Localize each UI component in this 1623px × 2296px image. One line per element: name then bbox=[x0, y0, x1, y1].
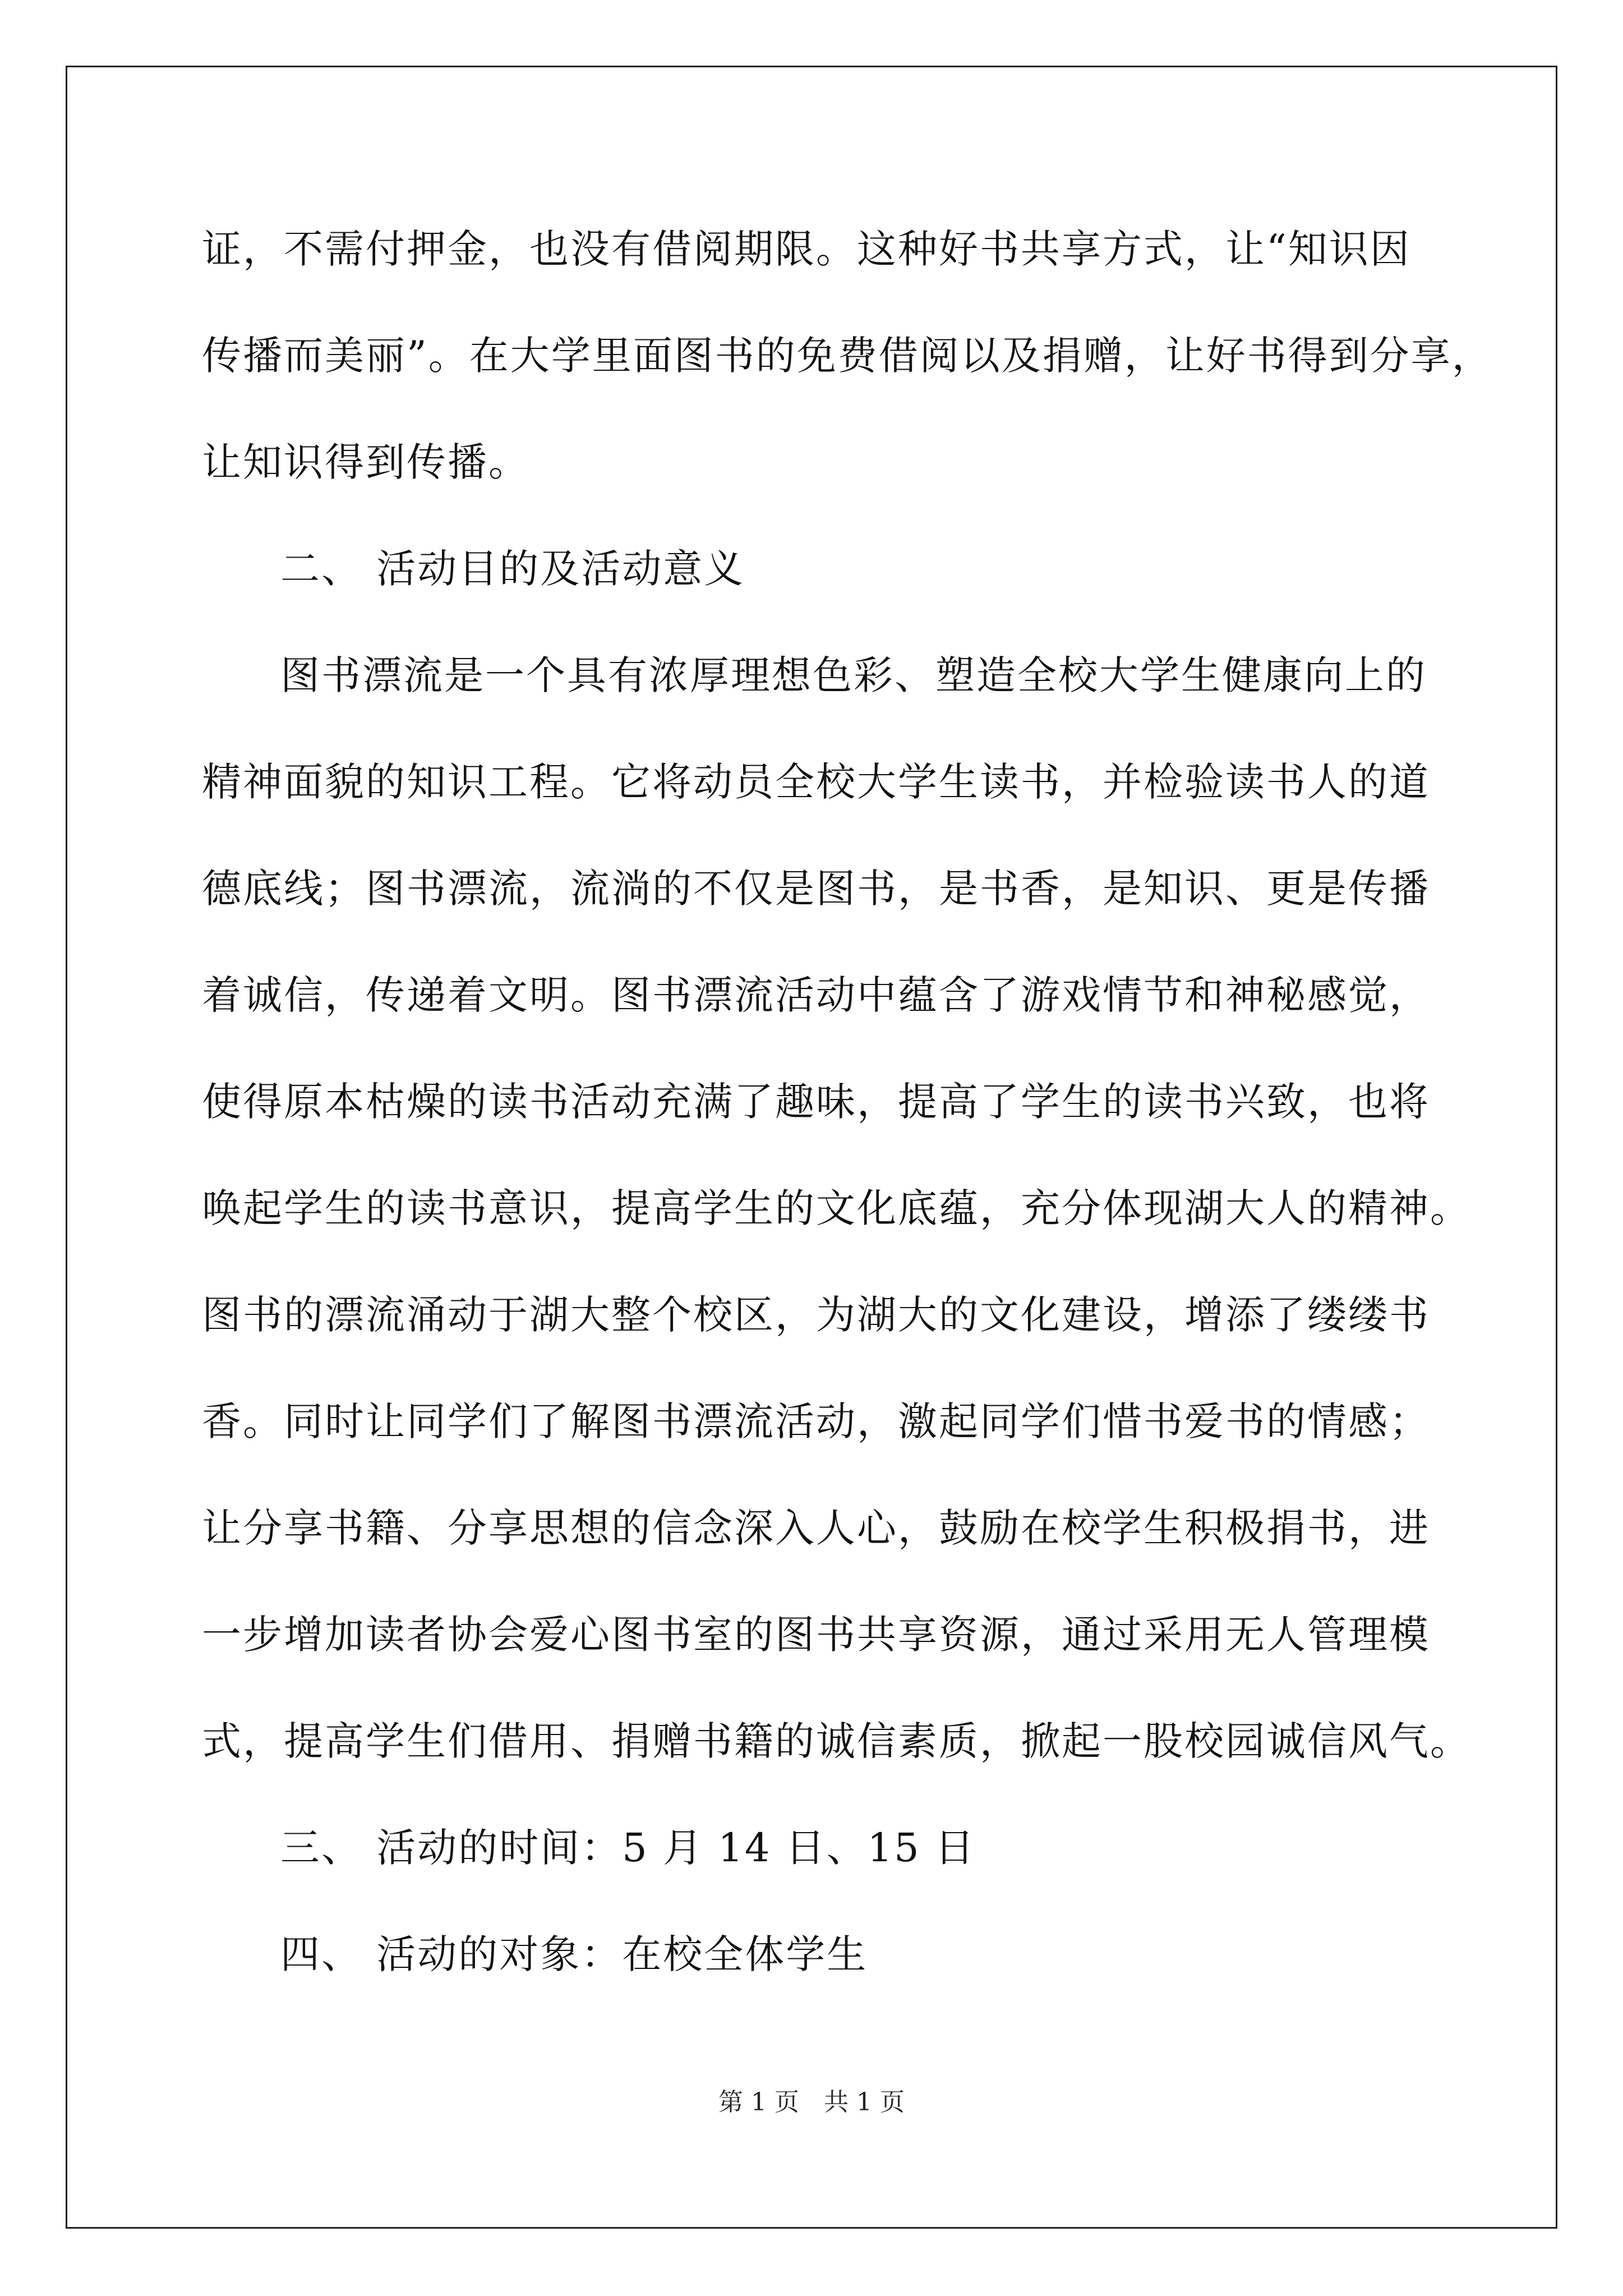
body-text-line: 唤起学生的读书意识，提高学生的文化底蕴，充分体现湖大人的精神。 bbox=[202, 1185, 1471, 1231]
body-text-line: 让分享书籍、分享思想的信念深入人心，鼓励在校学生积极捐书，进 bbox=[202, 1505, 1430, 1551]
section-heading: 三、 活动的时间：5 月 14 日、15 日 bbox=[280, 1825, 976, 1871]
body-text-line: 图书的漂流涌动于湖大整个校区，为湖大的文化建设，增添了缕缕书 bbox=[202, 1292, 1430, 1338]
body-text-line: 使得原本枯燥的读书活动充满了趣味，提高了学生的读书兴致，也将 bbox=[202, 1079, 1430, 1125]
page-border bbox=[66, 66, 1557, 2229]
body-text-line: 传播而美丽”。在大学里面图书的免费借阅以及捐赠，让好书得到分享， bbox=[202, 333, 1493, 379]
section-heading: 四、 活动的对象：在校全体学生 bbox=[280, 1931, 868, 1977]
body-text-line: 香。同时让同学们了解图书漂流活动，激起同学们惜书爱书的情感； bbox=[202, 1398, 1430, 1444]
page-number-footer: 第 1 页 共 1 页 bbox=[718, 2088, 905, 2116]
body-text-line: 德底线；图书漂流，流淌的不仅是图书，是书香，是知识、更是传播 bbox=[202, 866, 1430, 912]
body-text-line: 证，不需付押金，也没有借阅期限。这种好书共享方式，让“知识因 bbox=[202, 226, 1411, 272]
body-text-line: 式，提高学生们借用、捐赠书籍的诚信素质，掀起一股校园诚信风气。 bbox=[202, 1718, 1471, 1764]
body-text-line: 精神面貌的知识工程。它将动员全校大学生读书，并检验读书人的道 bbox=[202, 759, 1430, 805]
body-text-line: 着诚信，传递着文明。图书漂流活动中蕴含了游戏情节和神秘感觉， bbox=[202, 972, 1430, 1018]
body-text-line: 让知识得到传播。 bbox=[202, 439, 529, 485]
paragraph-first-line: 图书漂流是一个具有浓厚理想色彩、塑造全校大学生健康向上的 bbox=[280, 652, 1427, 698]
section-heading: 二、 活动目的及活动意义 bbox=[280, 546, 745, 592]
body-text-line: 一步增加读者协会爱心图书室的图书共享资源，通过采用无人管理模 bbox=[202, 1612, 1430, 1658]
